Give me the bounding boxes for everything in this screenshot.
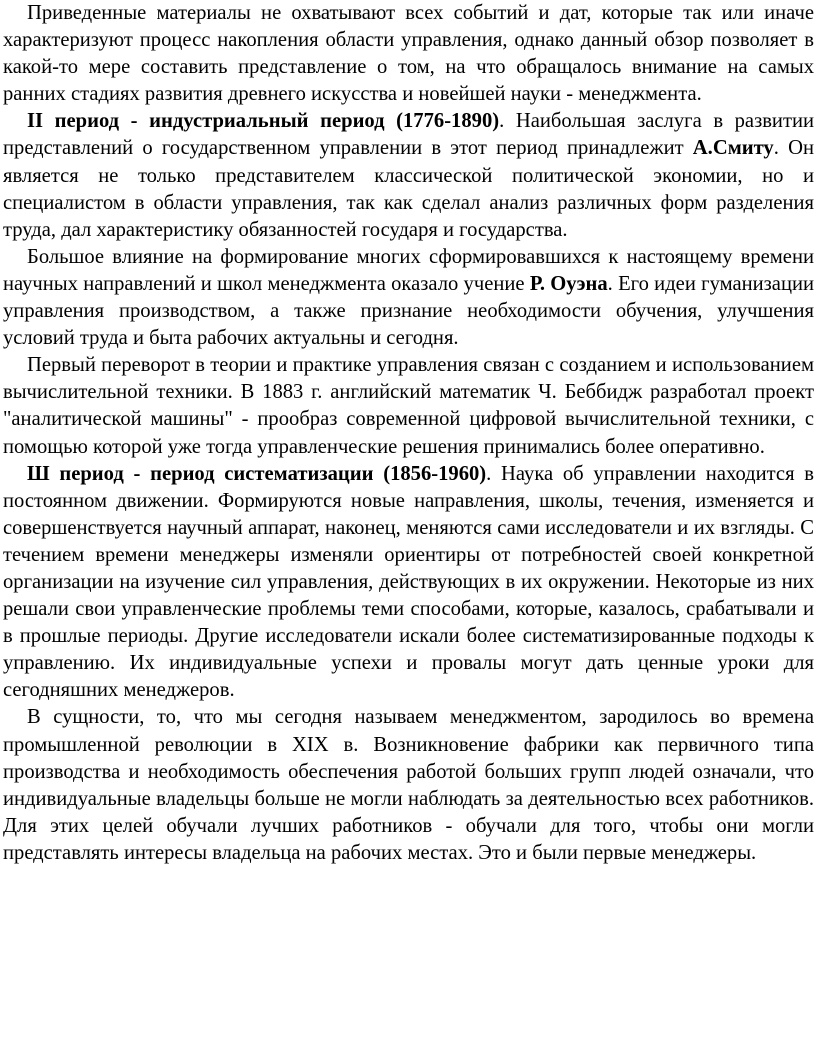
name-owen: Р. Оуэна	[529, 272, 608, 295]
period-3-heading: Ш период - период систематизации (1856-1960)	[27, 462, 487, 485]
paragraph-text: Большое влияние на формирование многих сформировавшихся к настоящему времени научных направлений и школ менеджмента оказало учение	[3, 245, 814, 295]
paragraph-text: . Наука об управлении находится в постоянном движении. Формируются новые направления, школы, течения, изменяется и совершенствуется научный аппарат, наконец, меняются сами исследователи и их взгляды. С течением времени менеджеры изменяли ориентиры от потребностей своей конкретной организации на изучение сил управления, действующих в их окружении. Некоторые из них решали свои управленческие проблемы теми способами, которые, казалось, срабатывали и в прошлые периоды. Другие исследователи искали более систематизированные подходы к управлению. Их индивидуальные успехи и провалы могут дать ценные уроки для сегодняшних менеджеров.	[3, 462, 814, 702]
paragraph-babbage	[3, 352, 814, 460]
paragraph-owen	[3, 244, 814, 352]
period-2-heading: II период - индустриальный период (1776-1890)	[27, 110, 500, 133]
paragraph-period-3	[3, 461, 814, 705]
paragraph-text: . Он является не только представителем классической политической экономии, но и специалистом в области управления, так как сделал анализ различных форм разделения труда, дал характеристику обязанностей государя и государства.	[3, 137, 814, 241]
paragraph-intro	[3, 0, 814, 108]
paragraph-industrial-revolution	[3, 704, 814, 867]
paragraph-text: . Его идеи гуманизации управления производством, а также признание необходимости обучения, улучшения условий труда и быта рабочих актуальны и сегодня.	[3, 272, 815, 350]
paragraph-text: Первый переворот в теории и практике управления связан с созданием и использованием вычислительной техники. В 1883 г. английский математик Ч. Беббидж разработал проект "аналитической машины" - прообраз современной цифровой вычислительной техники, с помощью которой уже тогда управленческие решения принимались более оперативно.	[3, 354, 814, 458]
paragraph-text: . Наибольшая заслуга в развитии представлений о государственном управлении в этот период принадлежит	[3, 110, 814, 160]
paragraph-period-2	[3, 108, 814, 243]
paragraph-text: В сущности, то, что мы сегодня называем менеджментом, зародилось во времена промышленной революции в XIX в. Возникновение фабрики как первичного типа производства и необходимость обеспечения работой больших групп людей означали, что индивидуальные владельцы больше не могли наблюдать за деятельностью всех работников. Для этих целей обучали лучших работников - обучали для того, чтобы они могли представлять интересы владельца на рабочих местах. Это и были первые менеджеры.	[3, 706, 814, 864]
paragraph-text: Приведенные материалы не охватывают всех событий и дат, которые так или иначе характеризуют процесс накопления области управления, однако данный обзор позволяет в какой-то мере составить представление о том, на что обращалось внимание на самых ранних стадиях развития древнего искусства и новейшей науки - менеджмента.	[3, 2, 814, 106]
name-smith: А.Смиту	[692, 137, 774, 160]
